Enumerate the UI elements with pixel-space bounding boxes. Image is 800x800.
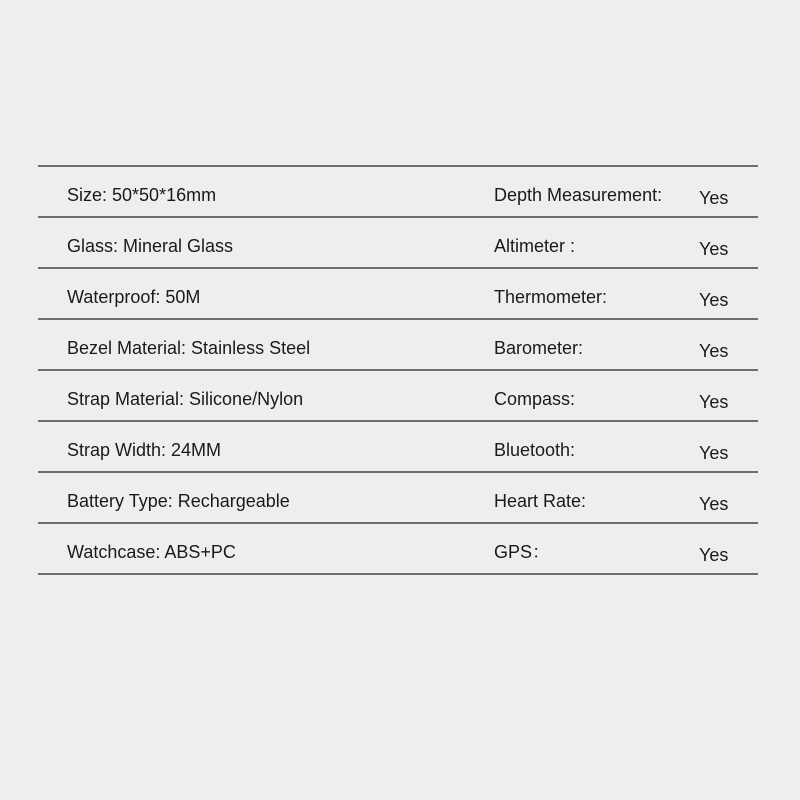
spec-right-value: Yes (699, 188, 729, 208)
spec-right-label: Altimeter : (494, 236, 576, 256)
spec-row-watchcase (38, 524, 758, 575)
spec-row-size (38, 167, 758, 218)
spec-right-value: Yes (699, 545, 729, 565)
spec-right-label: Heart Rate: (494, 491, 587, 511)
spec-row-battery-type (38, 473, 758, 524)
spec-right-label: GPS： (494, 542, 551, 562)
spec-left-text: Strap Width: 24MM (67, 440, 222, 460)
spec-left-text: Strap Material: Silicone/Nylon (67, 389, 304, 409)
spec-row-bezel-material (38, 320, 758, 371)
spec-right-value: Yes (699, 392, 729, 412)
spec-row-strap-material (38, 371, 758, 422)
spec-table (38, 165, 758, 575)
spec-left-text: Bezel Material: Stainless Steel (67, 338, 311, 358)
spec-right-value: Yes (699, 341, 729, 361)
spec-left-text: Waterproof: 50M (67, 287, 201, 307)
spec-right-value: Yes (699, 290, 729, 310)
spec-row-waterproof (38, 269, 758, 320)
spec-left-text: Glass: Mineral Glass (67, 236, 234, 256)
spec-right-value: Yes (699, 494, 729, 514)
spec-row-glass (38, 218, 758, 269)
spec-left-text: Battery Type: Rechargeable (67, 491, 290, 511)
spec-right-value: Yes (699, 443, 729, 463)
spec-right-label: Thermometer: (494, 287, 608, 307)
spec-left-text: Size: 50*50*16mm (67, 185, 217, 205)
spec-right-label: Depth Measurement: (494, 185, 663, 205)
spec-right-label: Compass: (494, 389, 576, 409)
spec-row-strap-width (38, 422, 758, 473)
spec-left-text: Watchcase: ABS+PC (67, 542, 236, 562)
spec-right-label: Barometer: (494, 338, 584, 358)
spec-right-label: Bluetooth: (494, 440, 576, 460)
spec-right-value: Yes (699, 239, 729, 259)
